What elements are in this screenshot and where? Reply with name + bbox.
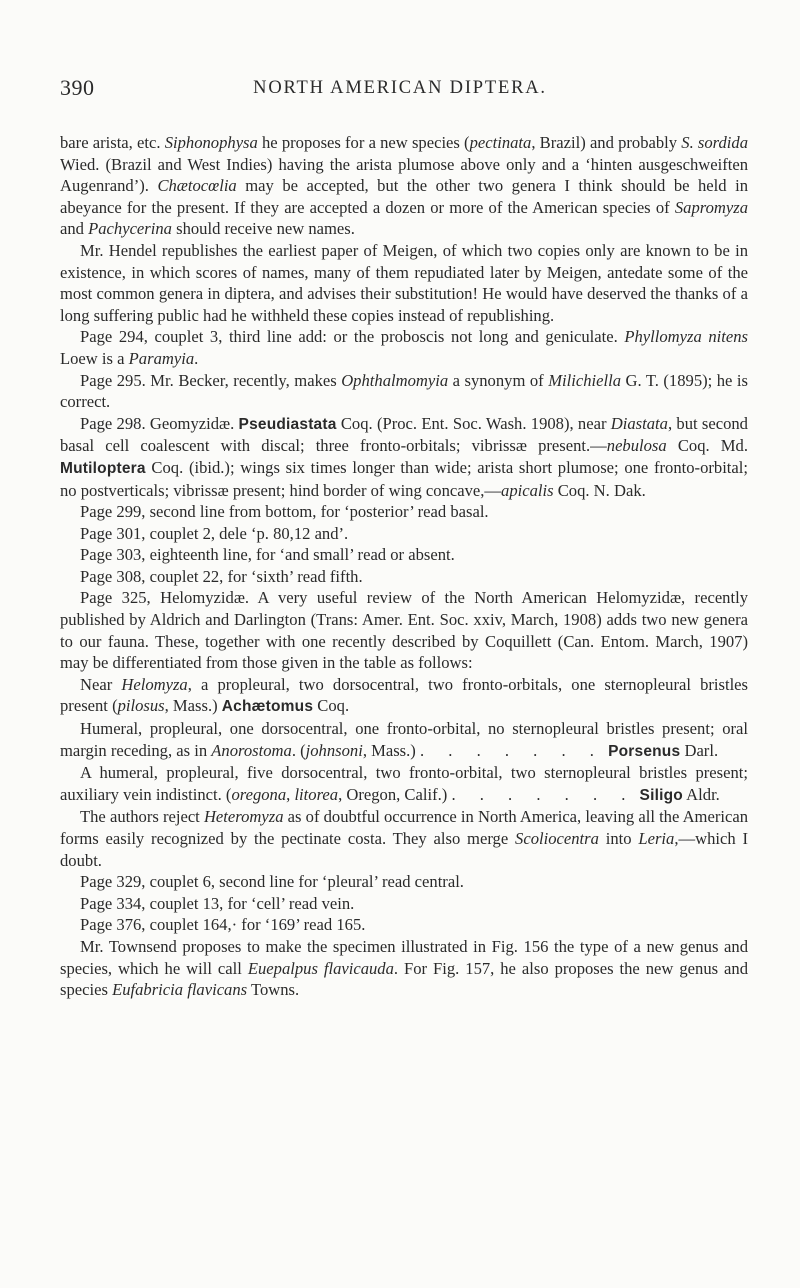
text-run: , Brazil) and probably [531, 133, 682, 152]
genus-name: Achætomus [221, 698, 314, 716]
text-run: bare arista, etc. [60, 133, 165, 152]
italic-taxon: Ophthalmomyia [341, 370, 449, 390]
italic-taxon: Euepalpus flavicauda [247, 958, 394, 978]
text-run: Coq. [313, 696, 350, 716]
text-run: , a propleural, two dorsocentral, two fronto-orbitals, one sternopleural bristles present ( [60, 674, 748, 716]
italic-taxon: Siphonophysa [164, 133, 258, 152]
text-run: Page 301, couplet 2, dele ‘p. 80,12 and’. [80, 523, 349, 543]
italic-taxon: S. sordida [681, 133, 748, 152]
text-run: Page 325, Helomyzidæ. A very useful review of the North American Helomyzidæ, recently published by Aldrich and Darlington (Trans: Amer. Ent. Soc. xxiv, March, 1908) adds two new genera to our fauna. These, together with one recently described by Coquillett (Can. Entom. March, 1907) may be differentiated from those given in the table as follows: [60, 588, 748, 673]
italic-taxon: Leria [638, 829, 675, 848]
genus-name: Porsenus [608, 742, 681, 760]
italic-taxon: johnsoni [305, 740, 363, 760]
italic-taxon: pectinata [469, 133, 532, 152]
running-head: NORTH AMERICAN DIPTERA. [253, 78, 547, 98]
genus-name: Mutiloptera [60, 459, 146, 477]
paragraph [60, 893, 748, 915]
text-run: Page 334, couplet 13, for ‘cell’ read vein. [80, 893, 355, 913]
text-run: The authors reject [80, 807, 204, 827]
text-run: . For Fig. 157, he also proposes the new genus and species [60, 958, 748, 1000]
text-run: may be accepted, but the other two genera I think should be held in abeyance for the present. If they are accepted a dozen or more of the American species of [60, 176, 748, 217]
paragraph [60, 806, 748, 871]
paragraph [60, 587, 748, 673]
text-run: a synonym of [448, 370, 549, 390]
italic-taxon: Heteromyza [203, 807, 284, 827]
page-number: 390 [60, 75, 95, 100]
paragraph [60, 674, 748, 718]
text-run: , Mass.) [362, 740, 420, 760]
paragraph [60, 566, 748, 588]
text-run: Coq. (Proc. Ent. Soc. Wash. 1908), near [336, 413, 611, 433]
italic-taxon: litorea [294, 784, 339, 804]
paragraph [60, 240, 748, 326]
italic-taxon: Diastata [610, 413, 668, 433]
text-run: Page 295. Mr. Becker, recently, makes [80, 370, 342, 390]
text-run: Page 299, second line from bottom, for ‘posterior’ read basal. [80, 502, 489, 522]
text-run: Near [80, 674, 122, 694]
paragraph [60, 413, 748, 501]
text-run: . [194, 348, 199, 368]
text-run: he proposes for a new species ( [257, 133, 470, 152]
text-run: , Mass.) [164, 696, 222, 716]
text-run: Towns. [247, 980, 300, 1000]
body-text [60, 132, 748, 1001]
paragraph [60, 370, 748, 413]
italic-taxon: Pachycerina [88, 219, 172, 239]
leader-dots: . . . . . . . [451, 784, 636, 804]
italic-taxon: pilosus [117, 696, 165, 716]
paragraph [60, 914, 748, 936]
paragraph [60, 718, 748, 762]
text-run: . ( [291, 740, 306, 760]
italic-taxon: nebulosa [606, 436, 667, 456]
italic-taxon: Scoliocentra [515, 829, 599, 848]
italic-taxon: Phyllomyza nitens [624, 327, 748, 347]
text-run: Aldr. [682, 784, 720, 804]
text-run: Page 298. Geomyzidæ. [80, 413, 239, 433]
text-run: Humeral, propleural, one dorsocentral, one fronto-orbital, no sternopleural bristles present; oral margin receding, as in [60, 719, 748, 760]
paragraph [60, 326, 748, 369]
text-run: Page 376, couplet 164,· for ‘169’ read 165. [80, 915, 366, 935]
text-run: Coq. N. Dak. [553, 480, 646, 500]
leader-dots: . . . . . . . [419, 740, 604, 760]
italic-taxon: Sapromyza [674, 197, 748, 217]
text-run: Darl. [680, 740, 719, 760]
italic-taxon: Milichiella [548, 370, 622, 390]
text-run: Coq. (ibid.); wings six times longer than wide; arista short plumose; one fronto-orbital; no postverticals; vibrissæ present; hind border of wing concave,— [60, 457, 748, 500]
text-run: Page 294, couplet 3, third line add: or the proboscis not long and geniculate. [80, 327, 625, 347]
text-run: ,—which I doubt. [60, 829, 748, 870]
paragraph [60, 936, 748, 1001]
paragraph [60, 871, 748, 893]
text-run: , but second basal cell coalescent with discal; three fronto-orbitals; vibrissæ present.— [60, 413, 748, 456]
text-run: , [286, 784, 295, 804]
text-run: A humeral, propleural, five dorsocentral, two fronto-orbital, two sternopleural bristles present; auxiliary vein indistinct. ( [60, 763, 748, 804]
paragraph [60, 501, 748, 523]
paragraph [60, 523, 748, 545]
italic-taxon: Paramyia [128, 348, 195, 368]
italic-taxon: oregona [231, 784, 287, 804]
italic-taxon: Chætocœlia [157, 176, 237, 196]
text-run: Wied. (Brazil and West Indies) having the arista plumose above only and a ‘hinten ausgeschweiften Augenrand’). [60, 154, 748, 196]
text-run: Mr. Townsend proposes to make the specimen illustrated in Fig. 156 the type of a new genus and species, which he will call [60, 936, 748, 978]
text-run: and [60, 219, 89, 239]
paragraph [60, 132, 748, 240]
paragraph [60, 544, 748, 566]
paragraph [60, 762, 748, 806]
text-run: , Oregon, Calif.) [338, 784, 452, 804]
text-run: into [598, 829, 639, 848]
text-run: Page 329, couplet 6, second line for ‘pleural’ read central. [80, 872, 464, 892]
genus-name: Siligo [639, 786, 683, 804]
text-run: Page 303, eighteenth line, for ‘and small’ read or absent. [80, 545, 455, 565]
text-run: Mr. Hendel republishes the earliest paper of Meigen, of which two copies only are known to be in existence, in which scores of names, many of them repudiated later by Meigen, antedate some of the most common genera in diptera, and advises their substitution! He would have deserved the thanks of a long suffering public had he withheld these copies instead of republishing. [60, 240, 748, 325]
genus-name: Pseudiastata [238, 415, 337, 433]
italic-taxon: apicalis [501, 480, 554, 500]
text-run: as of doubtful occurrence in North America, leaving all the American forms easily recognized by the pectinate costa. They also merge [60, 807, 748, 848]
text-run: G. T. (1895); he is correct. [60, 370, 748, 412]
text-run: should receive new names. [171, 219, 355, 239]
italic-taxon: Helomyza [121, 674, 188, 694]
text-run: Coq. Md. [666, 436, 748, 456]
text-run: Loew is a [60, 348, 129, 368]
italic-taxon: Anorostoma [211, 740, 292, 760]
italic-taxon: Eufabricia flavicans [112, 980, 248, 1000]
text-run: Page 308, couplet 22, for ‘sixth’ read fifth. [80, 566, 363, 586]
